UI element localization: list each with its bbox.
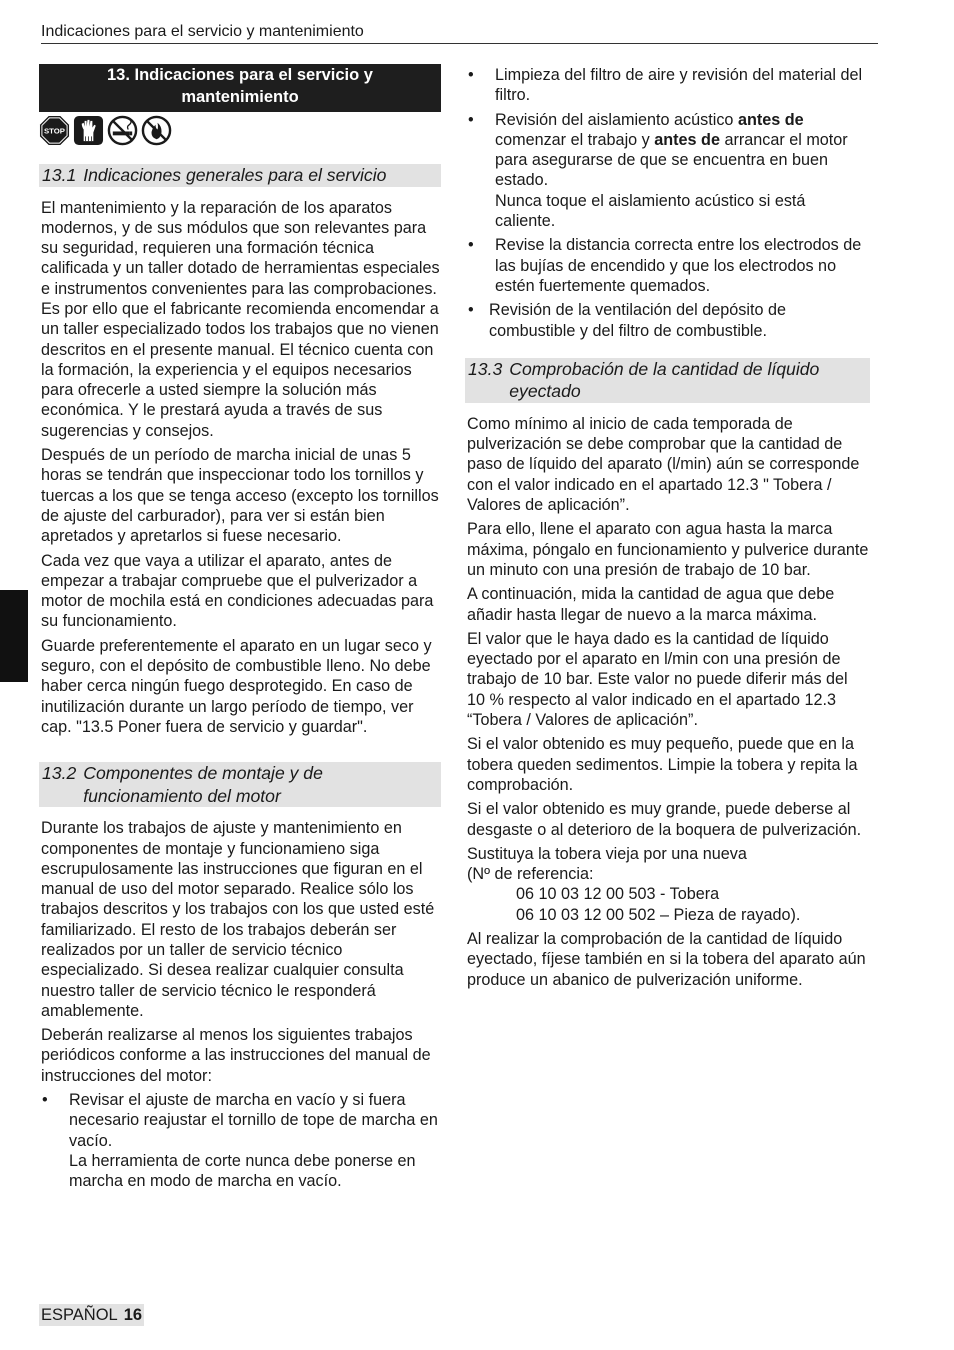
text-run: Revisión del aislamiento acústico <box>495 110 738 129</box>
bullet: • <box>468 301 474 320</box>
paragraph: Deberán realizarse al menos los siguientes trabajos periódicos conforme a las instrucciones del manual de instrucciones del motor: <box>41 1026 431 1085</box>
list-item-note: La herramienta de corte nunca debe ponerse en marcha en modo de marcha en vacío. <box>69 1151 416 1191</box>
bold-text: antes de <box>737 110 804 129</box>
safety-symbols <box>39 115 441 147</box>
paragraph: Al realizar la comprobación de la cantidad de líquido eyectado, fíjese también en si la tobera del aparato aún produce un abanico de pulverización uniforme. <box>467 929 866 989</box>
paragraph: Para ello, llene el aparato con agua hasta la marca máxima, póngalo en funcionamiento y pulverice durante un minuto con una presión de trabajo de 10 bar. <box>467 520 869 579</box>
replacement-paragraph <box>467 844 870 925</box>
page-number: 16 <box>123 1306 143 1324</box>
maintenance-list-left <box>39 1090 441 1191</box>
paragraph: A continuación, mida la cantidad de agua que debe añadir hasta llegar de nuevo a la marca máxima. <box>467 585 835 624</box>
section-13-3-number: 13.3 <box>468 358 503 379</box>
bullet: • <box>468 66 474 84</box>
reference-label: (Nº de referencia: <box>467 865 594 884</box>
paragraph: Después de un período de marcha inicial de unas 5 horas se tendrán que inspeccionar todo los tornillos y tuercas a los que se tenga acceso (excepto los tornillos de ajuste del carburador), para ver si están bien apretados y apretarlos si fuese necesario. <box>41 446 439 546</box>
section-13-1-heading <box>39 164 441 187</box>
text-run: comenzar el trabajo y <box>495 130 655 149</box>
paragraph: Si el valor obtenido es muy pequeño, puede que en la tobera queden sedimentos. Limpie la tobera y repita la comprobación. <box>467 735 858 794</box>
list-item <box>465 300 870 341</box>
part-number-nozzle: 06 10 03 12 00 503 - Tobera <box>516 885 720 904</box>
paragraph: El valor que le haya dado es la cantidad de líquido eyectado por el aparato en l/min con una presión de trabajo de 10 bar. Este valor no puede diferir más del 10 % respecto al valor indicado en el apartado 12.3 “Tobera / Valores de aplicación”. <box>467 629 848 730</box>
stop-sign-icon <box>39 115 70 146</box>
paragraph: Como mínimo al inicio de cada temporada de pulverización se debe comprobar que la cantidad de paso de líquido del aparato (l/min) aún se corresponde con el valor indicado en el apartado 12.3 " Tobera / Valores de aplicación”. <box>467 414 860 515</box>
list-item <box>465 110 870 232</box>
section-13-3-heading <box>465 358 870 403</box>
paragraph: Cada vez que vaya a utilizar el aparato, antes de empezar a trabajar compruebe que el pulverizador a motor de mochila está en condiciones adecuadas para su funcionamiento. <box>41 551 434 631</box>
section-13-1-number: 13.1 <box>42 165 77 185</box>
page-footer <box>39 1304 144 1326</box>
right-column <box>465 65 870 994</box>
stop-sign-text: STOP <box>44 126 65 136</box>
list-item <box>465 65 870 106</box>
list-item <box>465 235 870 296</box>
paragraph: El mantenimiento y la reparación de los aparatos modernos, y de sus módulos que son relevantes para su seguridad, requieren una formación técnica calificada y un taller dotado de herramientas especiales e instrumentos convenientes para las comprobaciones. Es por ello que el fabricante recomienda encomendar a un taller especializado todos los trabajos que no vienen descritos en el presente manual. El técnico cuenta con la formación, la experiencia y el equipos necesarios para ofrecerle a usted siempre la solución más económica. Y le prestará ayuda a través de sus sugerencias y consejos. <box>41 198 440 440</box>
paragraph: Durante los trabajos de ajuste y mantenimiento en componentes de montaje y funcionamieno siga escrupulosamente las instrucciones que figuran en el manual de uso del motor separado. Realice sólo los trabajos descritos y los trabajos con los que usted esté familiarizado. El resto de los trabajos deberán ser realizados por un taller de servicio técnico especializado. Si desea realizar cualquier consulta nuestro taller de servicio técnico le responderá amablemente. <box>41 819 435 1020</box>
chapter-title <box>39 64 441 112</box>
protective-gloves-icon <box>73 115 104 146</box>
header-rule <box>41 43 878 44</box>
text-run: arrancar el motor para asegurarse de que se encuentra en buen estado. <box>495 130 848 190</box>
footer-language: ESPAÑOL <box>41 1306 118 1324</box>
section-13-1-title: Indicaciones generales para el servicio <box>83 165 387 185</box>
section-13-3-title: Comprobación de la cantidad de líquido eyectado <box>509 358 820 402</box>
bullet: • <box>468 110 474 129</box>
bullet: • <box>42 1091 48 1110</box>
language-side-tab <box>0 590 28 682</box>
list-item-text: Revisión de la ventilación del depósito de combustible y del filtro de combustible. <box>489 301 786 340</box>
section-13-2-heading <box>39 762 441 807</box>
section-13-2-title: Componentes de montaje y de funcionamiento del motor <box>83 763 323 806</box>
list-item-text <box>495 110 870 191</box>
list-item-note: Nunca toque el aislamiento acústico si está caliente. <box>495 191 806 231</box>
replacement-line: Sustituya la tobera vieja por una nueva <box>467 844 747 863</box>
part-number-swirl: 06 10 03 12 00 502 – Pieza de rayado). <box>516 905 801 924</box>
maintenance-list-right <box>465 65 870 341</box>
chapter-title-line1: 13. Indicaciones para el servicio y <box>107 66 373 84</box>
paragraph: Guarde preferentemente el aparato en un lugar seco y seguro, con el depósito de combustible lleno. No debe haber cerca ningún fuego desprotegido. En caso de inutilización durante un largo período de tiempo, ver cap. "13.5 Poner fuera de servicio y guardar". <box>41 636 432 736</box>
section-13-2-number: 13.2 <box>42 763 77 784</box>
no-smoking-icon <box>107 115 138 146</box>
bullet: • <box>468 236 474 255</box>
paragraph: Si el valor obtenido es muy grande, puede deberse al desgaste o al deterioro de la boquera de pulverización. <box>467 800 862 839</box>
chapter-title-line2: mantenimiento <box>181 87 299 106</box>
left-column <box>39 64 441 1196</box>
list-item-text: Limpieza del filtro de aire y revisión del material del filtro. <box>495 66 863 105</box>
list-item <box>39 1090 441 1191</box>
list-item-text: Revise la distancia correcta entre los electrodos de las bujías de encendido y que los electrodos no estén fuertemente quemados. <box>495 236 862 295</box>
running-header: Indicaciones para el servicio y mantenimiento <box>41 23 364 40</box>
no-open-flame-icon <box>141 115 172 146</box>
list-item-text: Revisar el ajuste de marcha en vacío y si fuera necesario reajustar el tornillo de tope de marcha en vacío. <box>69 1091 438 1150</box>
bold-text: antes de <box>654 130 720 149</box>
